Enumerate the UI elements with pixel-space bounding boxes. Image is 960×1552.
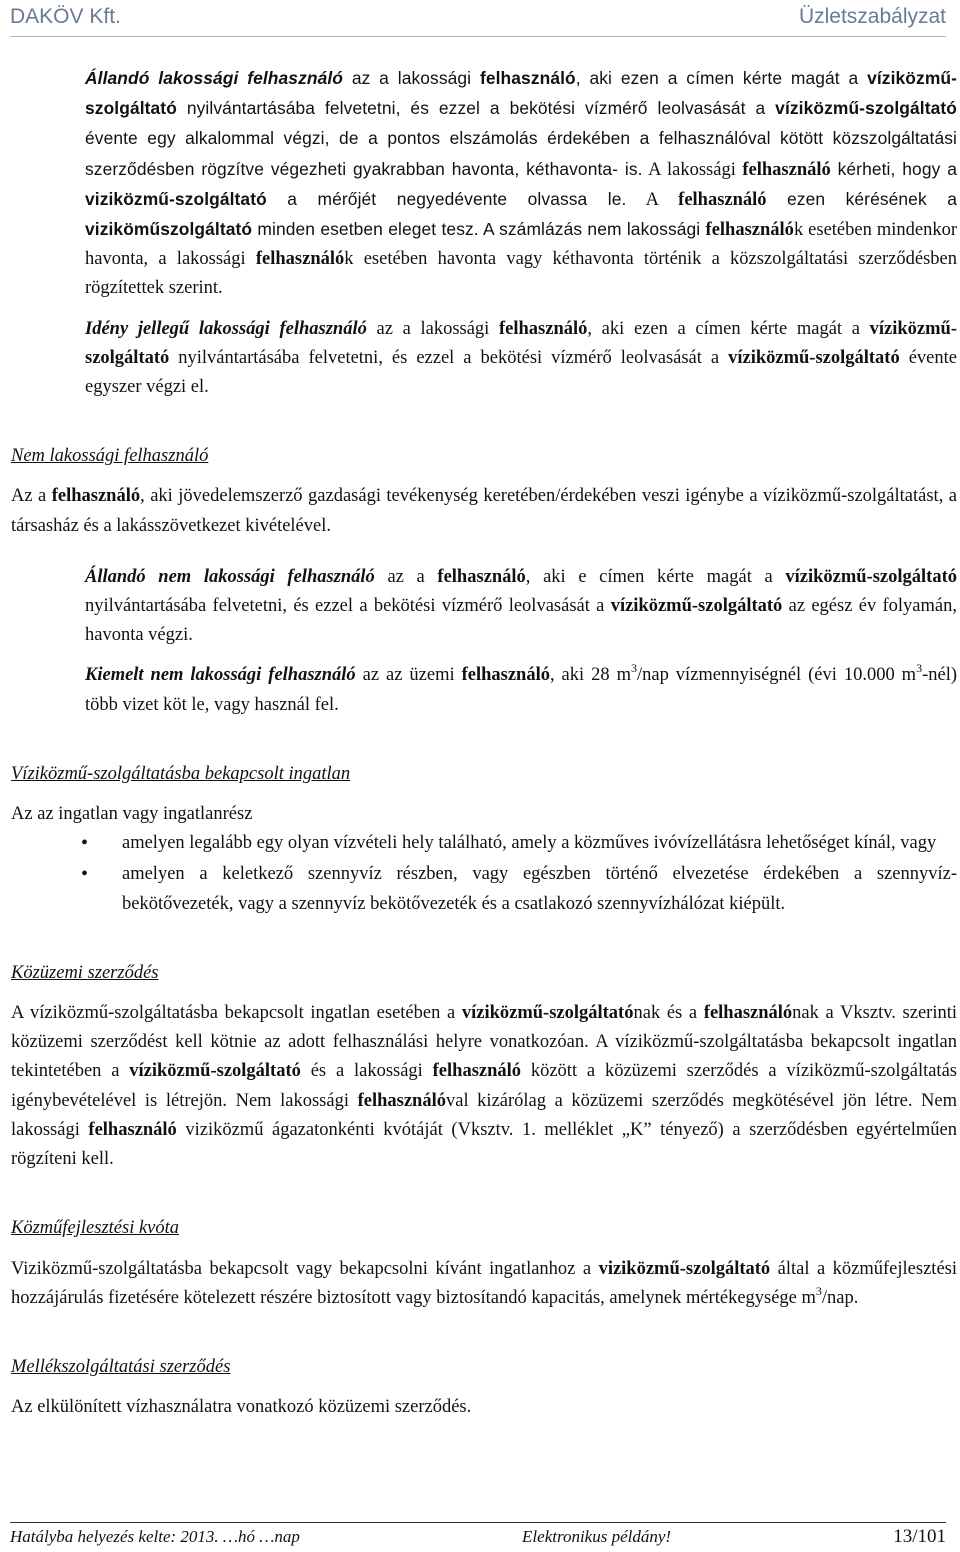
header-document-title: Üzletszabályzat (798, 5, 946, 28)
heading-kozmufejlesztesi-kvota: Közműfejlesztési kvóta (11, 1218, 180, 1239)
footer-electronic-copy: Elektronikus példány! (522, 1527, 672, 1546)
heading-kozuzemi-szerzodes: Közüzemi szerződés (11, 962, 159, 983)
paragraph-idenyjellegu: Idény jellegű lakossági felhasználó az a lakossági felhasználó, aki ezen a címen kérte magát a víziközmű-szolgáltató nyilvántartásába felvetetni, és ezzel a bekötési vízmérő leolvasását a víziközmű-szolgáltató évente egyszer végzi el. (85, 318, 957, 398)
page-footer (10, 1524, 946, 1550)
bullet-icon: • (81, 832, 89, 855)
paragraph-kozmufejlesztesi-kvota: Viziközmű-szolgáltatásba bekapcsolt vagy bekapcsolni kívánt ingatlanhoz a viziközmű-szolgáltató által a közműfejlesztési hozzájárulás fizetésére kötelezett részére biztosított vagy biztosítandó kapacitás, amelynek mértékegysége $m^3$/nap. (11, 1258, 957, 1308)
bullet-icon: • (81, 863, 89, 886)
footer-effective-date: Hatályba helyezés kelte: 2013. …hó …nap (10, 1527, 300, 1546)
paragraph-kozuzemi-szerzodes: A víziközmű-szolgáltatásba bekapcsolt ingatlan esetében a víziközmű-szolgáltatónak és a felhasználónak a Vksztv. szerinti közüzemi szerződést kell kötnie az adott felhasználási helyre vonatkozóan. A víziközmű-szolgáltatásba bekapcsolt ingatlan tekintetében a víziközmű-szolgáltató és a lakossági felhasználó között a közüzemi szerződés a víziközmű-szolgáltatás igénybevételével is létrejön. Nem lakossági felhasználóval kizárólag a közüzemi szerződés megkötésével jön létre. Nem lakossági felhasználó viziközmű ágazatonkénti kvótáját (Vksztv. 1. melléklet „K” tényező) a szerződésben egyértelműen rögzíteni kell. (11, 1003, 958, 1170)
heading-nem-lakossagi: Nem lakossági felhasználó (11, 446, 209, 467)
paragraph-allando-nem-lakossagi: Állandó nem lakossági felhasználó az a felhasználó, aki e címen kérte magát a víziközmű-szolgáltató nyilvántartásába felvetetni, és ezzel a bekötési vízmérő leolvasását a víziközmű-szolgáltató az egész év folyamán, havonta végzi. (85, 566, 957, 646)
bekapcsolt-ingatlan-list (11, 829, 957, 919)
footer-divider (10, 1522, 946, 1523)
page-header (10, 2, 946, 32)
document-body (11, 64, 957, 1422)
paragraph-bekapcsolt-ingatlan-intro: Az az ingatlan vagy ingatlanrész (11, 804, 253, 825)
heading-mellekszolgaltatasi-szerzodes: Mellékszolgáltatási szerződés (11, 1356, 231, 1377)
paragraph-allando-lakossagi: Állandó lakossági felhasználó az a lakossági felhasználó, aki ezen a címen kérte magát a víziközmű-szolgáltató nyilvántartásába felvetetni, és ezzel a bekötési vízmérő leolvasását a víziközmű-szolgáltató évente egy alkalommal végzi, de a pontos elszámolás érdekében a felhasználóval kötött közszolgáltatási szerződésben rögzítve végezheti gyakrabban havonta, kéthavonta- is. A lakossági felhasználó kérheti, hogy a viziközmű-szolgáltató a mérőjét negyedévente olvassa le. A felhasználó ezen kérésének a viziköműszolgáltató minden esetben eleget tesz. A számlázás nem lakossági felhasználók esetében mindenkor havonta, a lakossági felhasználók esetében havonta vagy kéthavonta történik a közszolgáltatási szerződésben rögzítettek szerint. (85, 68, 957, 299)
page-number: 13/101 (893, 1526, 946, 1547)
heading-bekapcsolt-ingatlan: Víziközmű-szolgáltatásba bekapcsolt ingatlan (11, 763, 351, 784)
header-company: DAKÖV Kft. (10, 5, 121, 28)
paragraph-kiemelt-nem-lakossagi: Kiemelt nem lakossági felhasználó az az üzemi felhasználó, aki 28 $m^3$/nap vízmennyiségnél (évi 10.000 $m^3-nél$) több vizet köt le, vagy használ fel. (85, 661, 958, 715)
paragraph-nem-lakossagi: Az a felhasználó, aki jövedelemszerző gazdasági tevékenység keretében/érdekében veszi igénybe a víziközmű-szolgáltatást, a társasház és a lakásszövetkezet kivételével. (11, 486, 957, 536)
list-item: • amelyen a keletkező szennyvíz részben, vagy egészben történő elvezetése érdekében a szennyvíz-bekötővezeték, vagy a szennyvíz bekötővezeték és a csatlakozó szennyvízhálózat kiépült. (11, 860, 957, 918)
paragraph-mellekszolgaltatasi-szerzodes: Az elkülönített vízhasználatra vonatkozó közüzemi szerződés. (11, 1397, 472, 1418)
list-item: • amelyen legalább egy olyan vízvételi hely található, amely a közműves ivóvízellátásra lehetőséget kínál, vagy (11, 829, 957, 858)
header-divider (10, 36, 946, 37)
